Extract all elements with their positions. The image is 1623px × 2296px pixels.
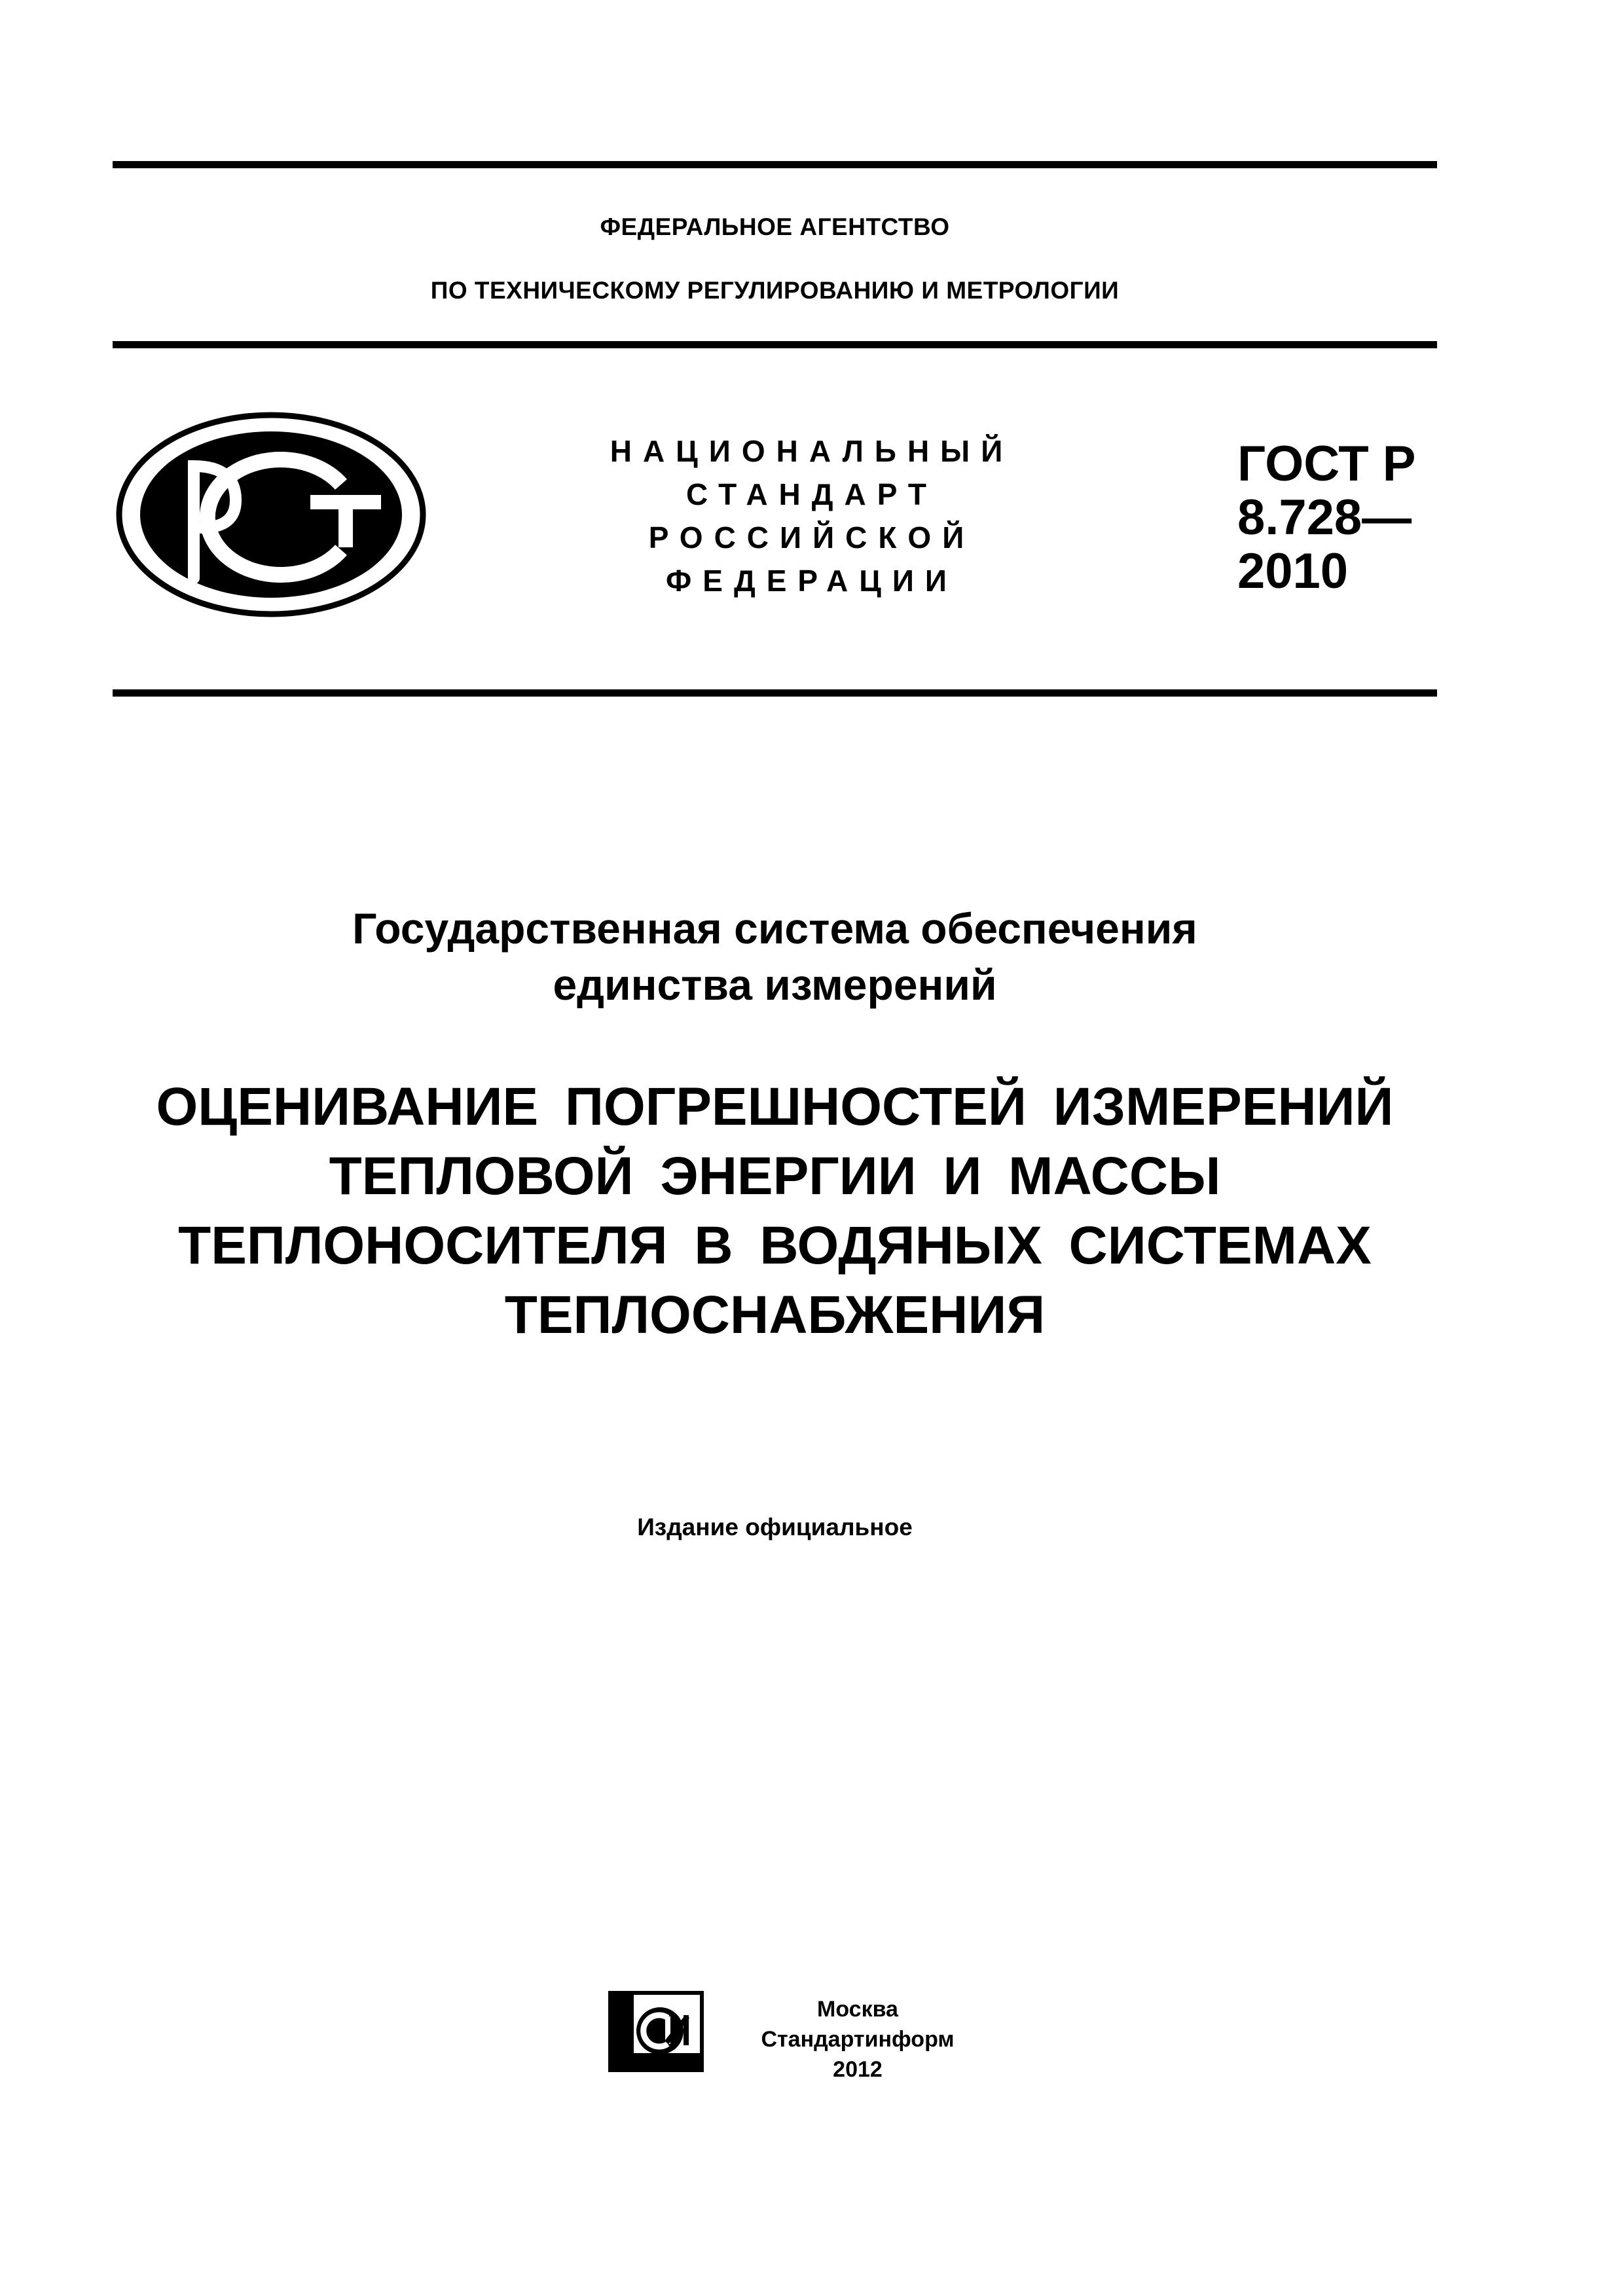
national-standard-line: ФЕДЕРАЦИИ: [666, 564, 958, 598]
edition-note: Издание официальное: [637, 1514, 913, 1540]
publisher-logo-icon: [608, 1990, 704, 2073]
national-standard-line: НАЦИОНАЛЬНЫЙ: [610, 434, 1014, 468]
standard-code-line: ГОСТ Р: [1237, 436, 1416, 492]
national-standard-line: РОССИЙСКОЙ: [648, 520, 976, 555]
agency-line-2: ПО ТЕХНИЧЕСКОМУ РЕГУЛИРОВАНИЮ И МЕТРОЛОГИИ: [430, 277, 1120, 304]
publisher-city: Москва: [817, 1997, 898, 2022]
standard-rule: [113, 689, 1437, 697]
publisher-name: Стандартинформ: [761, 2027, 955, 2052]
agency-line-1: ФЕДЕРАЛЬНОЕ АГЕНТСТВО: [600, 213, 950, 240]
publisher-year: 2012: [833, 2057, 883, 2082]
series-title-line: единства измерений: [553, 960, 997, 1009]
header-rule: [113, 341, 1437, 348]
series-title-line: Государственная система обеспечения: [352, 904, 1197, 953]
document-title-line: ОЦЕНИВАНИЕ ПОГРЕШНОСТЕЙ ИЗМЕРЕНИЙ: [156, 1077, 1394, 1137]
document-title-line: ТЕПЛОСНАБЖЕНИЯ: [504, 1285, 1046, 1345]
certification-logo-icon: [115, 411, 427, 618]
document-title-line: ТЕПЛОВОЙ ЭНЕРГИИ И МАССЫ: [329, 1146, 1221, 1206]
standard-code-line: 2010: [1237, 543, 1349, 599]
document-title-line: ТЕПЛОНОСИТЕЛЯ В ВОДЯНЫХ СИСТЕМАХ: [178, 1216, 1372, 1275]
standard-code-line: 8.728—: [1237, 490, 1412, 545]
top-rule: [113, 161, 1437, 168]
national-standard-line: СТАНДАРТ: [686, 477, 938, 511]
